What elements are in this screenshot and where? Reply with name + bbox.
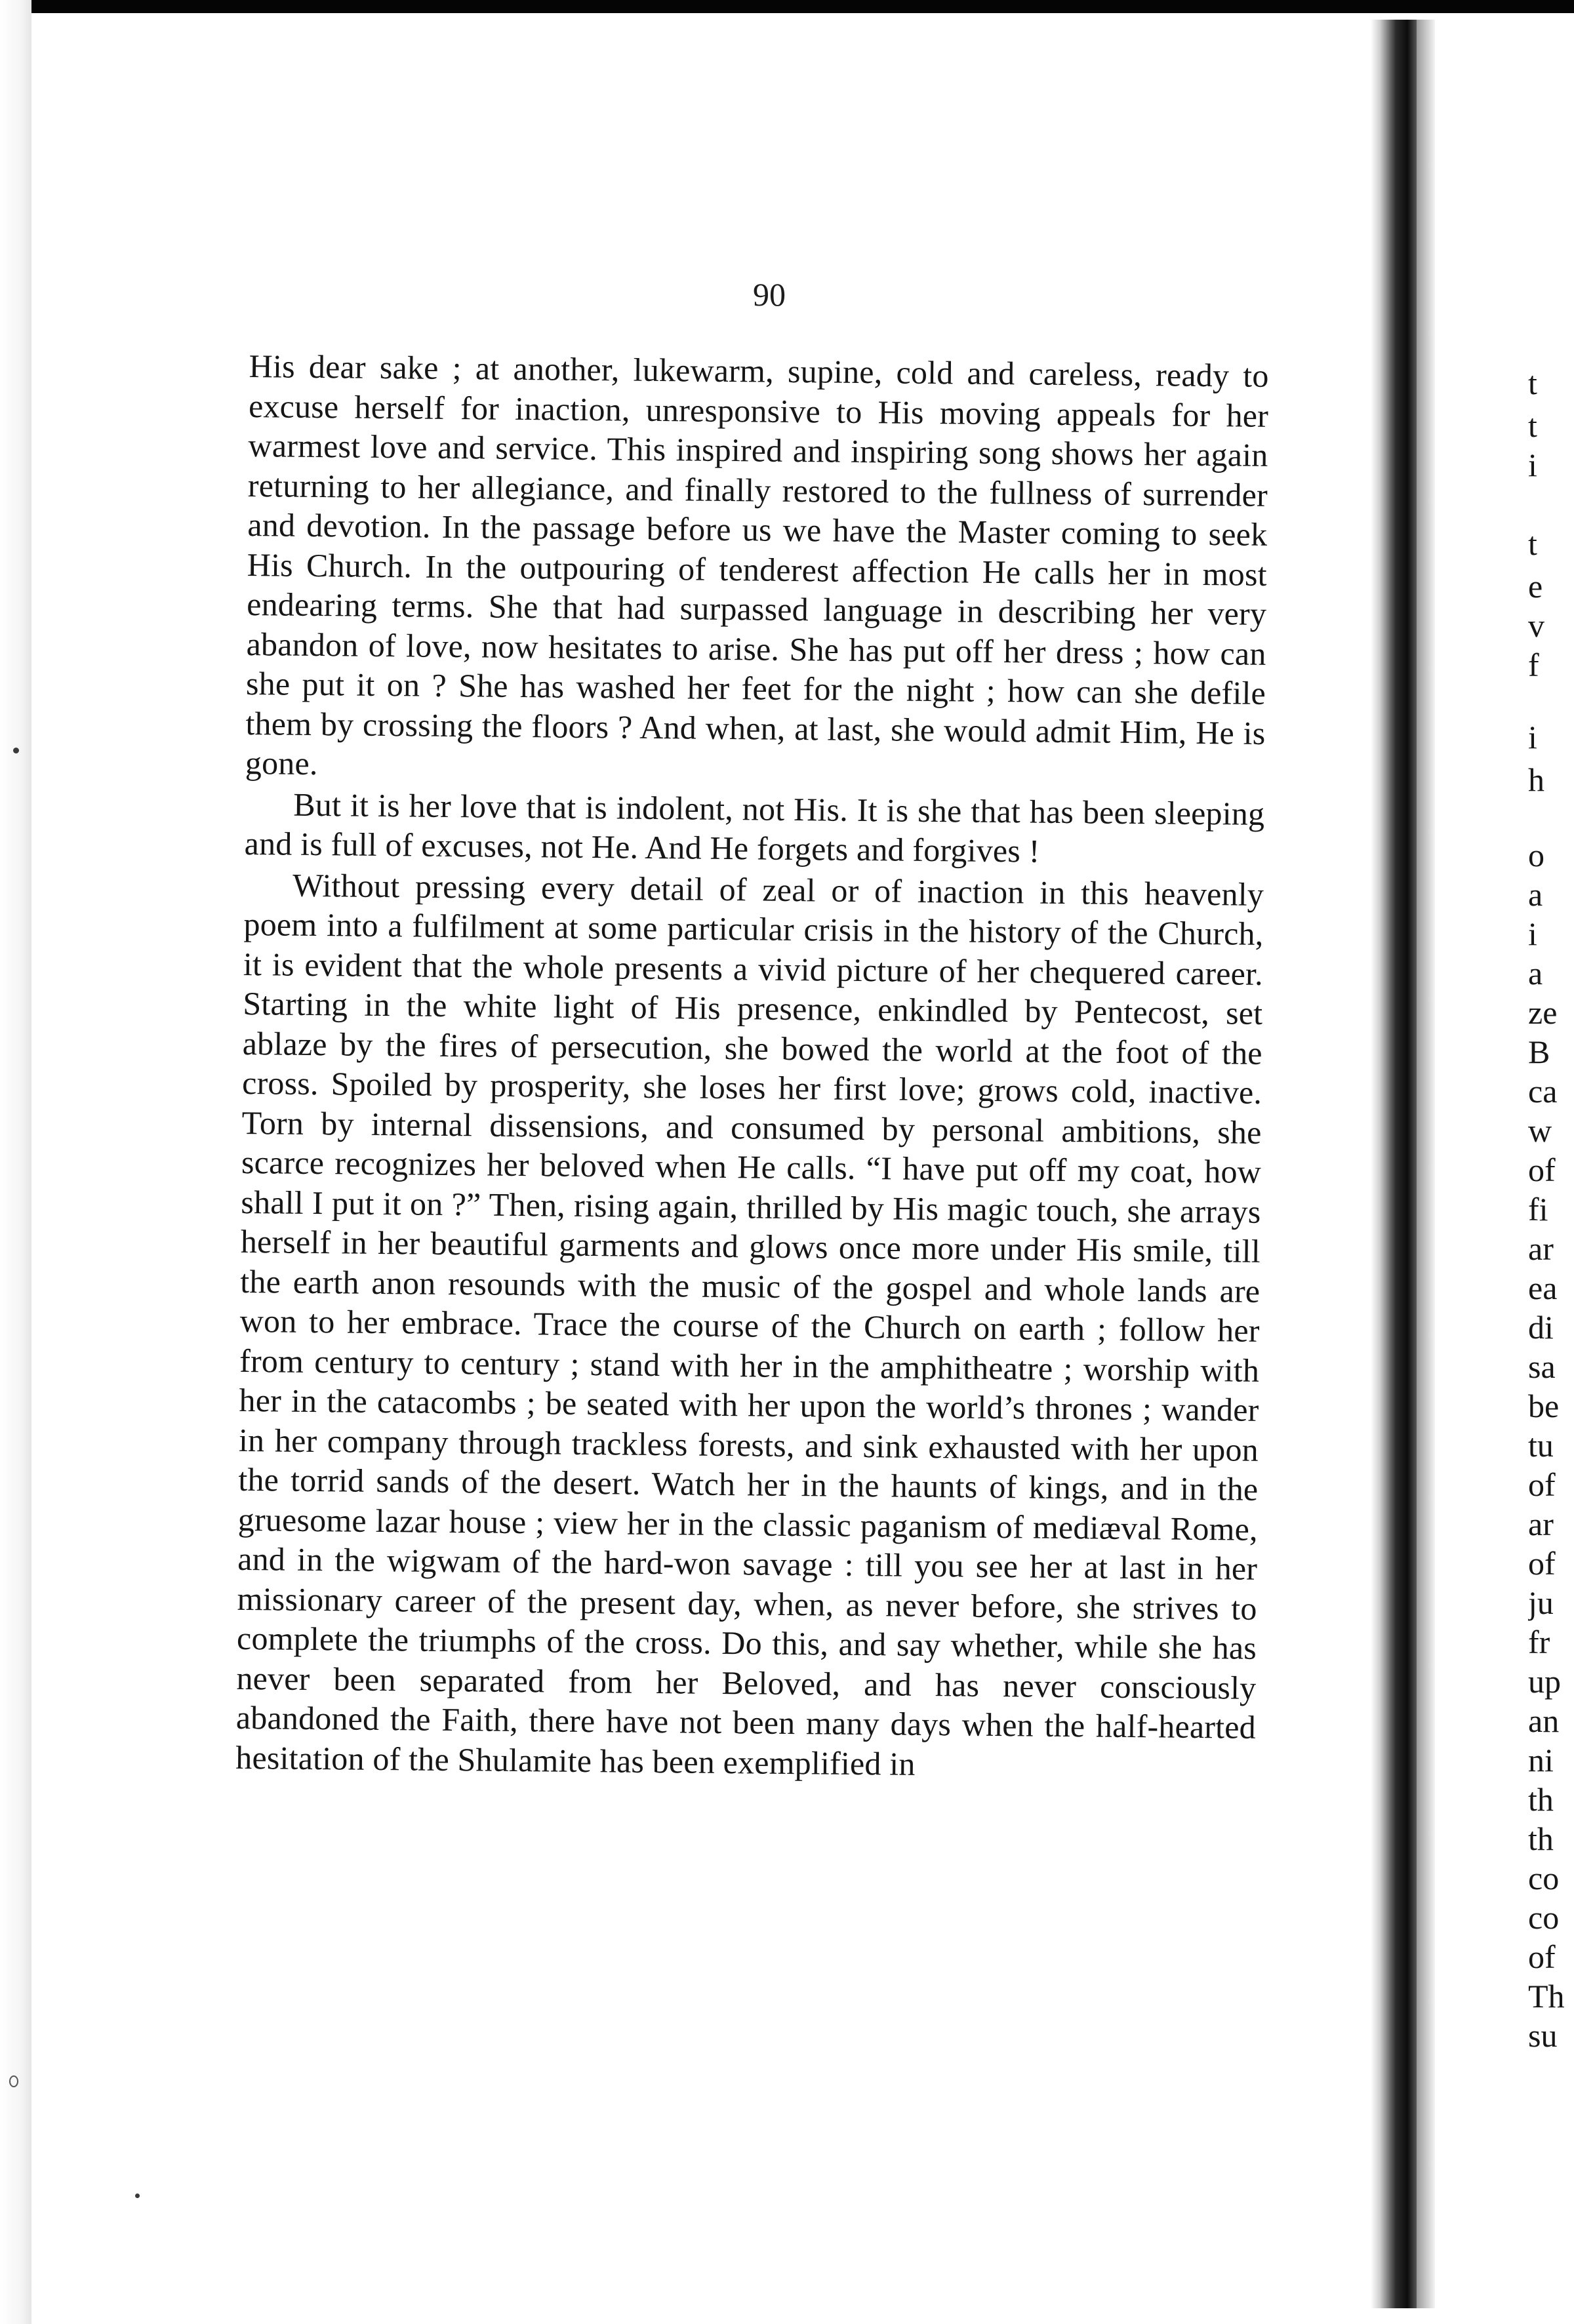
facing-page-fragment: w: [1528, 1112, 1552, 1149]
facing-page-fragment: h: [1528, 761, 1544, 798]
facing-page-fragment: ju: [1528, 1584, 1554, 1621]
facing-page-fragment: co: [1528, 1860, 1560, 1896]
facing-page-fragment: i: [1528, 719, 1537, 755]
book-gutter: [1371, 20, 1417, 2308]
paragraph-3: Without pressing every detail of zeal or of inaction in this heavenly poem into a fulfilment at some particular crisis in the history of the Church, it is evident that the whole presents a vivid picture of her chequered career. Starting in the white light of His presence, enkindled by Pentecost, set ablaze by the fires of persecution, she bowed the world at the foot of the cross. Spoiled by prosperity, she loses her first love; grows cold, inactive. Torn by internal dissensions, and consumed by personal ambitions, she scarce recognizes her beloved when He calls. “I have put off my coat, how shall I put it on ?” Then, rising again, thrilled by His magic touch, she arrays herself in her beautiful garments and glows once more under His smile, till the earth anon resounds with the music of the gospel and whole lands are won to her embrace. Trace the course of the Church on earth ; follow her from century to century ; stand with her in the amphitheatre ; worship with her in the catacombs ; be seated with her upon the world’s thrones ; wander in her company through trackless forests, and sink exhausted with her upon the torrid sands of the desert. Watch her in the haunts of kings, and in the gruesome lazar house ; view her in the classic paganism of mediæval Rome, and in the wigwam of the hard-won savage : till you see her at last in her missionary career of the present day, when, as never before, she strives to complete the triumphs of the cross. Do this, and say whether, while she has never been separated from her Beloved, and has never consciously abandoned the Faith, there have not been many days when the half-hearted hesitation of the Shulamite has been exemplified in: [235, 866, 1264, 1782]
facing-page-fragment: ca: [1528, 1073, 1558, 1110]
facing-page-fragment: ea: [1528, 1270, 1558, 1306]
facing-page-fragment: of: [1528, 1152, 1556, 1188]
speck: [9, 2075, 18, 2087]
facing-page-fragment: f: [1528, 647, 1539, 683]
facing-page-fragment: of: [1528, 1466, 1556, 1503]
facing-page-fragment: t: [1528, 407, 1537, 444]
paragraph-1: His dear sake ; at another, lukewarm, supine, cold and careless, ready to excuse herself for inaction, unresponsive to His moving appeals for her warmest love and service. This inspired and inspiring song shows her again returning to her allegiance, and finally restored to the fullness of surrender and devotion. In the passage before us we have the Master coming to seek His Church. In the outpouring of tenderest affection He calls her in most endearing terms. She that had surpassed language in describing her very abandon of love, now hesitates to arise. She has put off her dress ; how can she put it on ? She has washed her feet for the night ; how can she defile them by crossing the floors ? And when, at last, she would admit Him, He is gone.: [245, 347, 1269, 782]
facing-page-fragment: of: [1528, 1545, 1556, 1582]
facing-page-fragment: ar: [1528, 1506, 1554, 1542]
facing-page-fragment: fr: [1528, 1624, 1550, 1660]
facing-page-fragment: v: [1528, 607, 1544, 644]
speck: [135, 2194, 140, 2198]
facing-page-fragment: sa: [1528, 1348, 1556, 1385]
facing-page-fragment: tu: [1528, 1427, 1554, 1464]
facing-page-fragment: an: [1528, 1702, 1560, 1739]
body-text: [235, 346, 1269, 1787]
facing-page-fragment: di: [1528, 1309, 1554, 1346]
facing-page-fragment: i: [1528, 915, 1537, 952]
facing-page-fragment: up: [1528, 1663, 1561, 1700]
facing-page-fragment: e: [1528, 568, 1543, 605]
facing-page-fragment: t: [1528, 525, 1537, 562]
facing-page-edge: [1528, 359, 1574, 2130]
facing-page-fragment: ar: [1528, 1230, 1554, 1267]
scan-top-border: [0, 0, 1574, 13]
facing-page-fragment: su: [1528, 2017, 1558, 2054]
facing-page-fragment: o: [1528, 837, 1544, 873]
page-left-edge: [0, 0, 31, 2324]
facing-page-fragment: co: [1528, 1899, 1560, 1936]
facing-page-fragment: ze: [1528, 994, 1558, 1031]
facing-page-fragment: fi: [1528, 1191, 1548, 1228]
page-number: 90: [753, 276, 786, 313]
facing-page-fragment: Th: [1528, 1978, 1565, 2014]
facing-page-fragment: of: [1528, 1938, 1556, 1975]
facing-page-fragment: a: [1528, 955, 1543, 992]
facing-page-fragment: t: [1528, 365, 1537, 401]
facing-page-fragment: i: [1528, 447, 1537, 483]
gutter-shadow: [1417, 20, 1435, 2308]
paragraph-2: But it is her love that is indolent, not His. It is she that has been sleeping and is full of excuses, not He. And He forgets and forgives !: [244, 786, 1265, 870]
facing-page-fragment: ni: [1528, 1742, 1554, 1778]
facing-page-fragment: th: [1528, 1820, 1554, 1857]
facing-page-fragment: th: [1528, 1781, 1554, 1818]
facing-page-fragment: B: [1528, 1033, 1550, 1070]
facing-page-fragment: be: [1528, 1388, 1560, 1424]
speck: [13, 748, 19, 753]
facing-page-fragment: a: [1528, 876, 1543, 913]
